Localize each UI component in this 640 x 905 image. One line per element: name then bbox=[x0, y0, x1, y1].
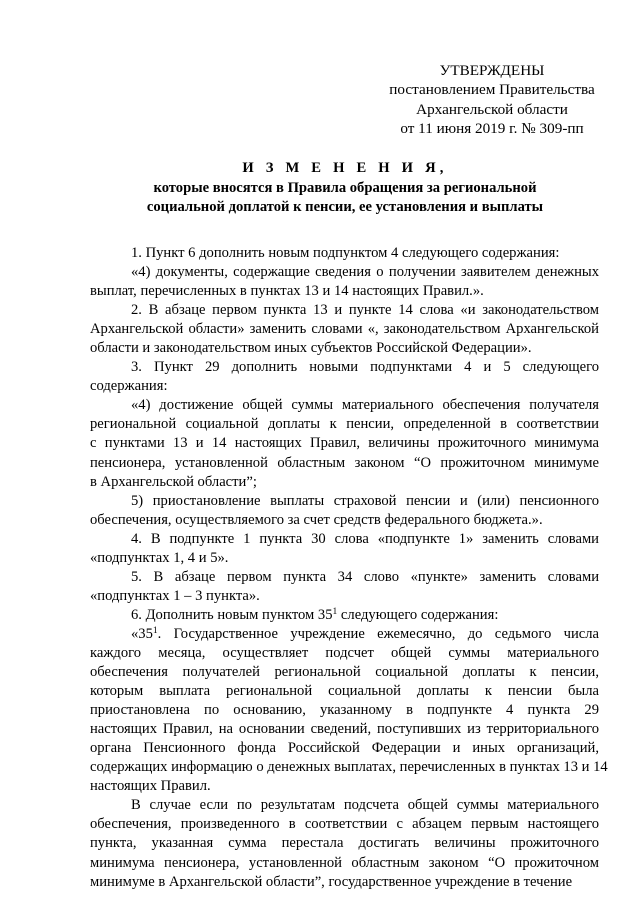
paragraph-line: пункта, указанная сумма перестала достигать величины прожиточного bbox=[90, 835, 599, 852]
paragraph-8 bbox=[90, 568, 599, 606]
paragraph-line: настоящих Правил. bbox=[90, 778, 211, 795]
paragraph-line: которым выплата региональной социальной доплаты к пенсии была bbox=[90, 683, 599, 700]
document-title: И З М Е Н Е Н И Я, bbox=[242, 160, 448, 176]
paragraph-line: настоящих Правил, на основании сведений, поступивших из территориального bbox=[90, 721, 599, 738]
paragraph-9-post: следующего содержания: bbox=[337, 606, 499, 623]
paragraph-4 bbox=[90, 358, 599, 396]
paragraph-10-first: . Государственное учреждение ежемесячно, до седьмого числа bbox=[157, 625, 599, 642]
paragraph-line: обеспечения, осуществляемого за счет средств федерального бюджета.». bbox=[90, 511, 543, 528]
paragraph-6 bbox=[90, 492, 599, 530]
paragraph-line: обеспечения, произведенного в соответствии с абзацем первым настоящего bbox=[90, 816, 599, 833]
paragraph-line: приостановлена по основанию, указанному в подпункте 4 пункта 29 bbox=[90, 702, 599, 719]
paragraph-7 bbox=[90, 530, 599, 568]
approval-stamp bbox=[360, 61, 624, 139]
paragraph-line: выплат, перечисленных в пунктах 13 и 14 настоящих Правил.». bbox=[90, 283, 484, 300]
paragraph-line bbox=[90, 606, 599, 625]
paragraph-line: с пунктами 13 и 14 настоящих Правил, величины прожиточного минимума bbox=[90, 435, 599, 452]
paragraph-5 bbox=[90, 396, 599, 491]
paragraph-3 bbox=[90, 301, 599, 358]
document-subtitle: которые вносятся в Правила обращения за региональной bbox=[153, 179, 537, 196]
superscript: 1 bbox=[152, 625, 158, 636]
paragraph-line: минимума пенсионера, установленной областным законом “О прожиточном bbox=[90, 854, 599, 871]
paragraph-line: пенсионера, установленной областным законом “О прожиточном минимуме bbox=[90, 454, 599, 471]
paragraph-11 bbox=[90, 796, 599, 891]
paragraph-line: «подпунктах 1, 4 и 5». bbox=[90, 549, 229, 566]
paragraph-line: 5. В абзаце первом пункта 34 слово «пункте» заменить словами bbox=[131, 568, 599, 585]
paragraph-line: 1. Пункт 6 дополнить новым подпунктом 4 следующего содержания: bbox=[131, 245, 560, 261]
paragraph-line: 5) приостановление выплаты страховой пенсии и (или) пенсионного bbox=[131, 492, 599, 509]
paragraph-line: региональной социальной доплаты к пенсии, определенной в соответствии bbox=[90, 416, 599, 433]
approval-date: от 11 июня 2019 г. № 309-пп bbox=[400, 120, 584, 138]
paragraph-line: содержания: bbox=[90, 378, 168, 395]
paragraph-line: Архангельской области» заменить словами «, законодательством Архангельской bbox=[90, 321, 599, 338]
paragraph-2 bbox=[90, 263, 599, 301]
paragraph-line: области и законодательством иных субъектов Российской Федерации». bbox=[90, 340, 532, 357]
paragraph-10 bbox=[90, 625, 608, 796]
paragraph-line: «подпунктах 1 – 3 пункта». bbox=[90, 587, 260, 604]
paragraph-9 bbox=[90, 606, 599, 625]
approval-title: УТВЕРЖДЕНЫ bbox=[439, 62, 545, 79]
paragraph-line: «4) достижение общей суммы материального обеспечения получателя bbox=[131, 397, 599, 414]
superscript: 1 bbox=[332, 606, 338, 617]
paragraph-line: обеспечения получателей региональной социальной доплаты к пенсии, bbox=[90, 664, 599, 681]
paragraph-line: органа Пенсионного фонда Российской Федерации и иных организаций, bbox=[90, 740, 599, 757]
paragraph-line: минимуме в Архангельской области”, государственное учреждение в течение bbox=[90, 873, 573, 890]
paragraph-line: 2. В абзаце первом пункта 13 и пункте 14 слова «и законодательством bbox=[131, 302, 599, 319]
paragraph-line: 4. В подпункте 1 пункта 30 слова «подпункте 1» заменить словами bbox=[131, 530, 599, 547]
paragraph-line: 3. Пункт 29 дополнить новыми подпунктами 4 и 5 следующего bbox=[131, 359, 599, 376]
paragraph-10-quote: «35 bbox=[131, 625, 153, 642]
paragraph-9-pre: 6. Дополнить новым пунктом 35 bbox=[131, 606, 333, 623]
paragraph-line: «4) документы, содержащие сведения о получении заявителем денежных bbox=[131, 264, 599, 281]
paragraph-line: содержащих информацию о денежных выплатах, перечисленных в пунктах 13 и 14 bbox=[90, 759, 608, 776]
paragraph-10-rest bbox=[90, 644, 608, 796]
paragraph-line bbox=[90, 625, 599, 644]
paragraph-line: в Архангельской области”; bbox=[90, 473, 257, 490]
document-body bbox=[90, 244, 608, 892]
paragraph-line: В случае если по результатам подсчета общей суммы материального bbox=[131, 797, 599, 814]
document-subtitle: социальной доплатой к пенсии, ее установления и выплаты bbox=[146, 199, 544, 216]
paragraph-line: каждого месяца, осуществляет подсчет общей суммы материального bbox=[90, 644, 599, 661]
document-heading bbox=[90, 159, 600, 218]
paragraph-1 bbox=[90, 244, 599, 263]
approval-line: постановлением Правительства bbox=[389, 81, 595, 99]
approval-line: Архангельской области bbox=[416, 100, 568, 118]
